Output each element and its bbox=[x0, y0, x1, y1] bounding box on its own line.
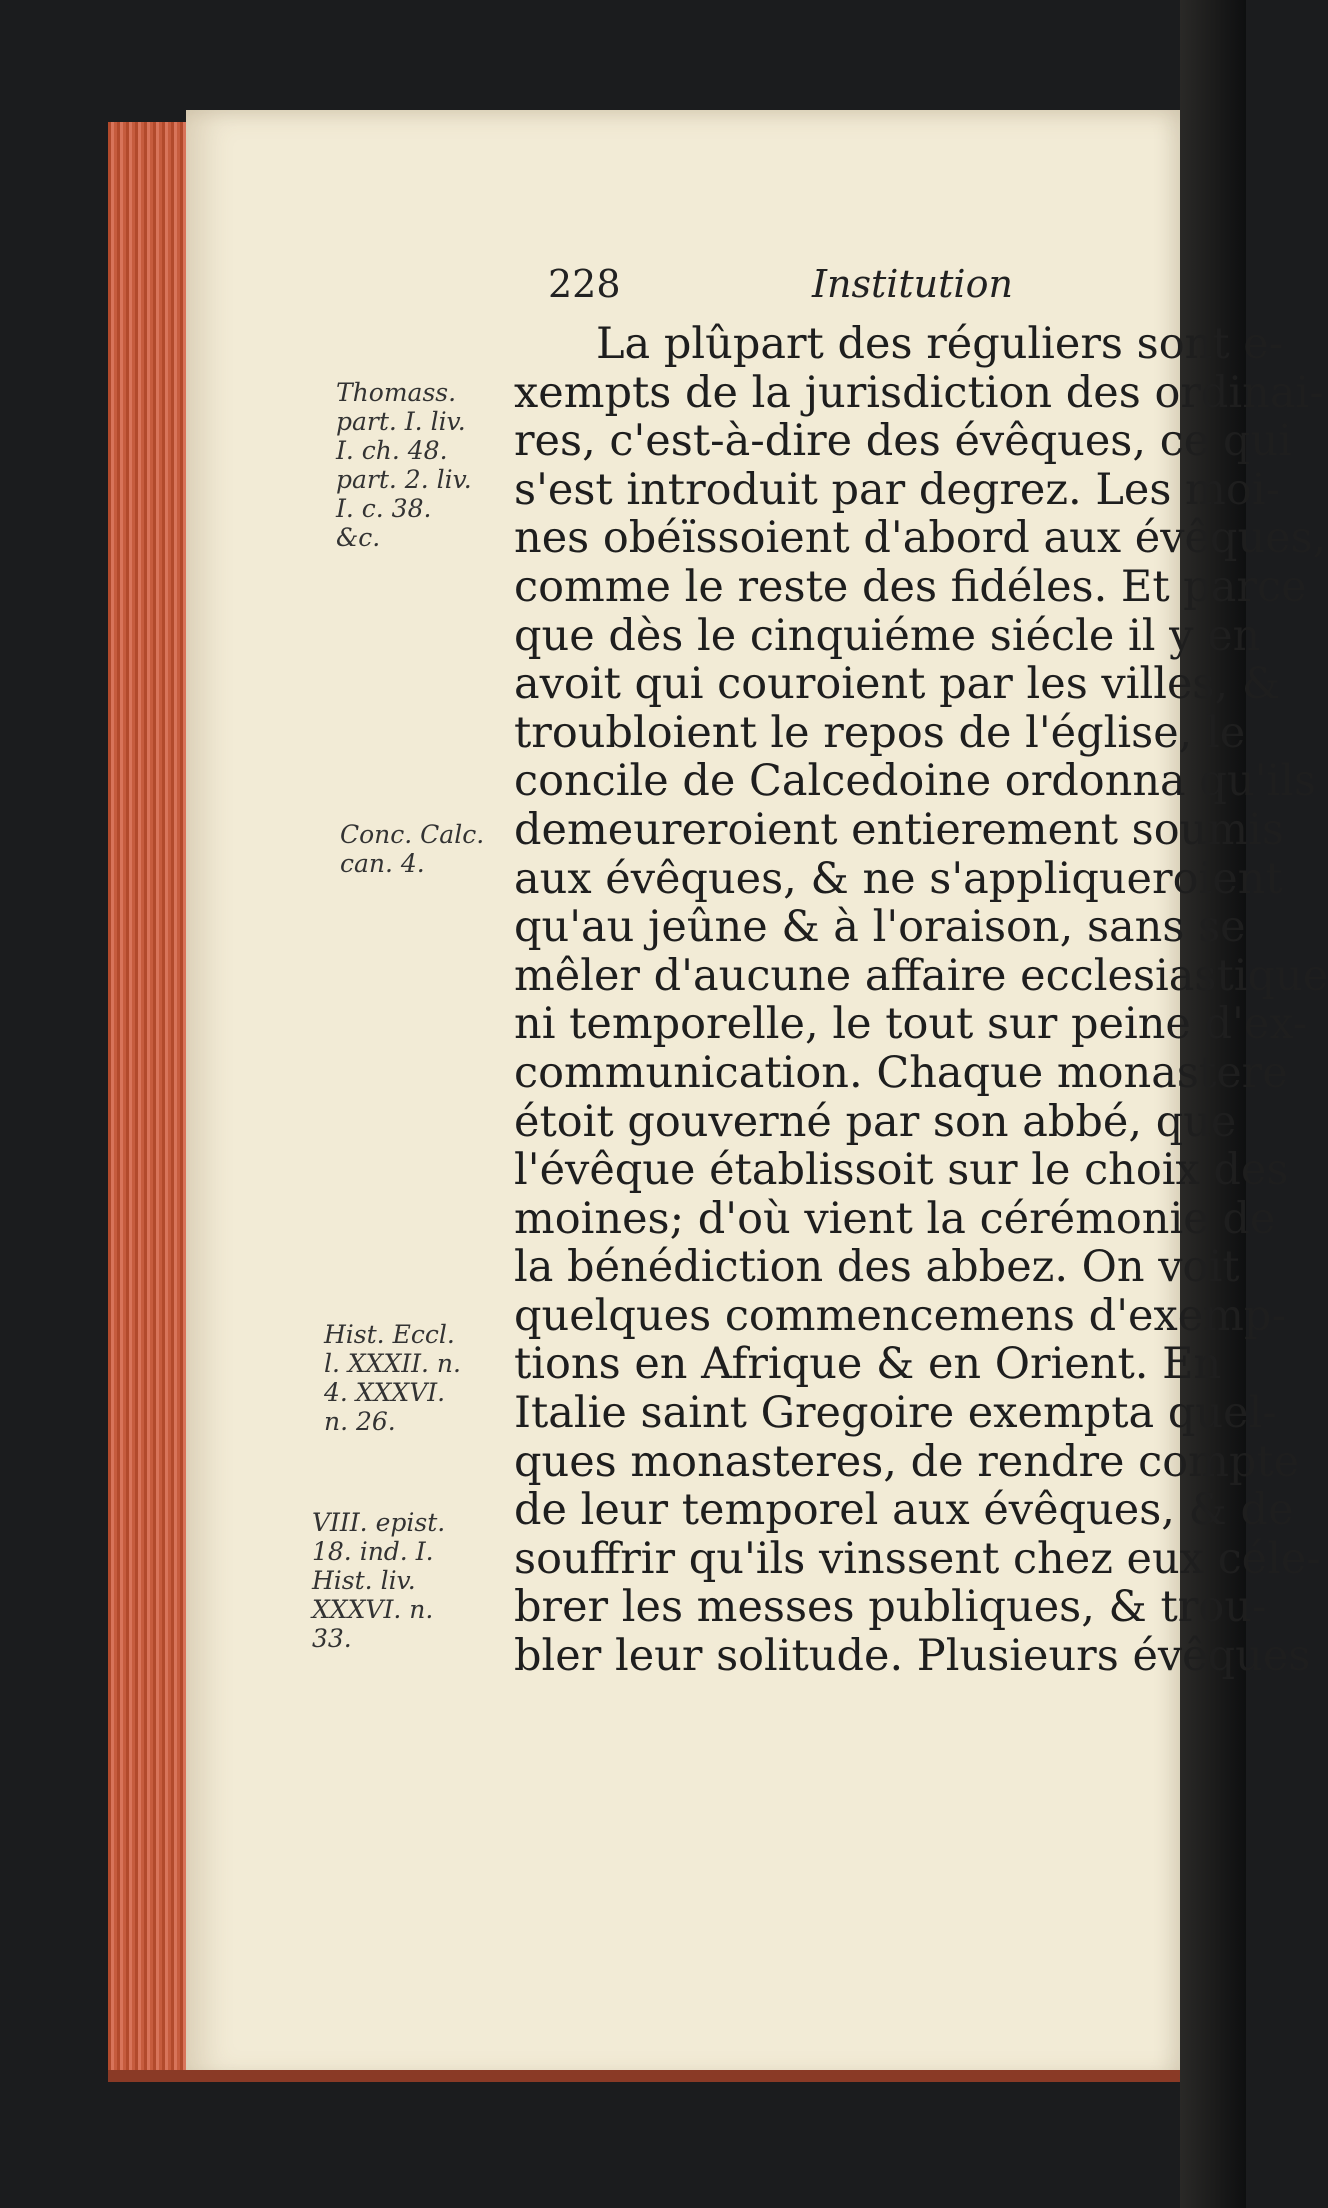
text-line: La plûpart des réguliers sont e- bbox=[596, 319, 1284, 369]
marginal-line: n. 26. bbox=[324, 1407, 396, 1436]
text-line: res, c'est-à-dire des évêques, ce qui bbox=[514, 416, 1292, 467]
marginal-line: &c. bbox=[336, 523, 381, 552]
text-line: s'est introduit par degrez. Les moi- bbox=[514, 464, 1281, 515]
book-page-edges bbox=[108, 122, 186, 2078]
marginal-line: XXXVI. n. bbox=[312, 1595, 434, 1624]
marginal-line: part. I. liv. bbox=[336, 407, 466, 436]
text-line: bler leur solitude. Plusieurs évêques bbox=[514, 1631, 1311, 1682]
text-line: l'évêque établissoit sur le choix des bbox=[514, 1145, 1289, 1196]
text-line: qu'au jeûne & à l'oraison, sans se bbox=[514, 902, 1246, 953]
marginal-line: Hist. Eccl. bbox=[324, 1320, 455, 1349]
text-line: avoit qui couroient par les villes, & bbox=[514, 659, 1281, 710]
text-line: nes obéïssoient d'abord aux évêques, bbox=[514, 513, 1327, 564]
marginal-line: can. 4. bbox=[340, 849, 425, 878]
text-line: que dès le cinquiéme siécle il y en bbox=[514, 610, 1261, 661]
marginal-note-hist-eccl bbox=[324, 1320, 461, 1436]
body-text bbox=[514, 319, 1328, 1682]
text-line: ques monasteres, de rendre compte bbox=[514, 1436, 1300, 1487]
marginal-line: I. ch. 48. bbox=[336, 436, 448, 465]
text-line: troubloient le repos de l'église, le bbox=[514, 707, 1246, 758]
text-line: brer les messes publiques, & trou- bbox=[514, 1582, 1267, 1633]
marginal-note-epistle bbox=[312, 1508, 445, 1653]
text-line: souffrir qu'ils vinssent chez eux céle- bbox=[514, 1533, 1321, 1584]
text-line: aux évêques, & ne s'appliqueroient bbox=[514, 853, 1283, 904]
text-line: communication. Chaque monastere bbox=[514, 1047, 1288, 1098]
marginal-note-thomassin bbox=[336, 378, 472, 552]
text-line: quelques commencemens d'exemp- bbox=[514, 1290, 1286, 1341]
text-line: concile de Calcedoine ordonna qu'ils bbox=[514, 756, 1316, 807]
text-line: ni temporelle, le tout sur peine d'ex- bbox=[514, 999, 1308, 1050]
marginal-line: Thomass. bbox=[336, 378, 457, 407]
marginal-note-council-chalcedon bbox=[340, 820, 484, 878]
marginal-line: 18. ind. I. bbox=[312, 1537, 434, 1566]
marginal-line: l. XXXII. n. bbox=[324, 1349, 461, 1378]
page-number: 228 bbox=[548, 262, 621, 306]
book-bottom-edge bbox=[108, 2070, 1180, 2082]
marginal-line: 4. XXXVI. bbox=[324, 1378, 446, 1407]
marginal-line: I. c. 38. bbox=[336, 494, 432, 523]
marginal-line: VIII. epist. bbox=[312, 1508, 446, 1537]
text-line: demeureroient entierement soumis bbox=[514, 804, 1284, 855]
text-line: mêler d'aucune affaire ecclesiastique bbox=[514, 950, 1328, 1001]
running-title: Institution bbox=[812, 262, 1013, 306]
text-line: la bénédiction des abbez. On voit bbox=[514, 1242, 1240, 1293]
text-line: Italie saint Gregoire exempta quel- bbox=[514, 1388, 1277, 1439]
text-line: comme le reste des fidéles. Et parce bbox=[514, 561, 1307, 612]
text-line: moines; d'où vient la cérémonie de bbox=[514, 1193, 1276, 1244]
text-line: tions en Afrique & en Orient. En bbox=[514, 1339, 1222, 1390]
text-line: xempts de la jurisdiction des ordinai- bbox=[514, 367, 1324, 418]
text-line: de leur temporel aux évêques, & de bbox=[514, 1485, 1294, 1536]
marginal-line: 33. bbox=[312, 1624, 352, 1653]
marginal-line: Hist. liv. bbox=[312, 1566, 416, 1595]
marginal-line: part. 2. liv. bbox=[336, 465, 472, 494]
marginal-line: Conc. Calc. bbox=[340, 820, 485, 849]
running-header bbox=[0, 262, 1246, 314]
text-line: étoit gouverné par son abbé, que bbox=[514, 1096, 1237, 1147]
